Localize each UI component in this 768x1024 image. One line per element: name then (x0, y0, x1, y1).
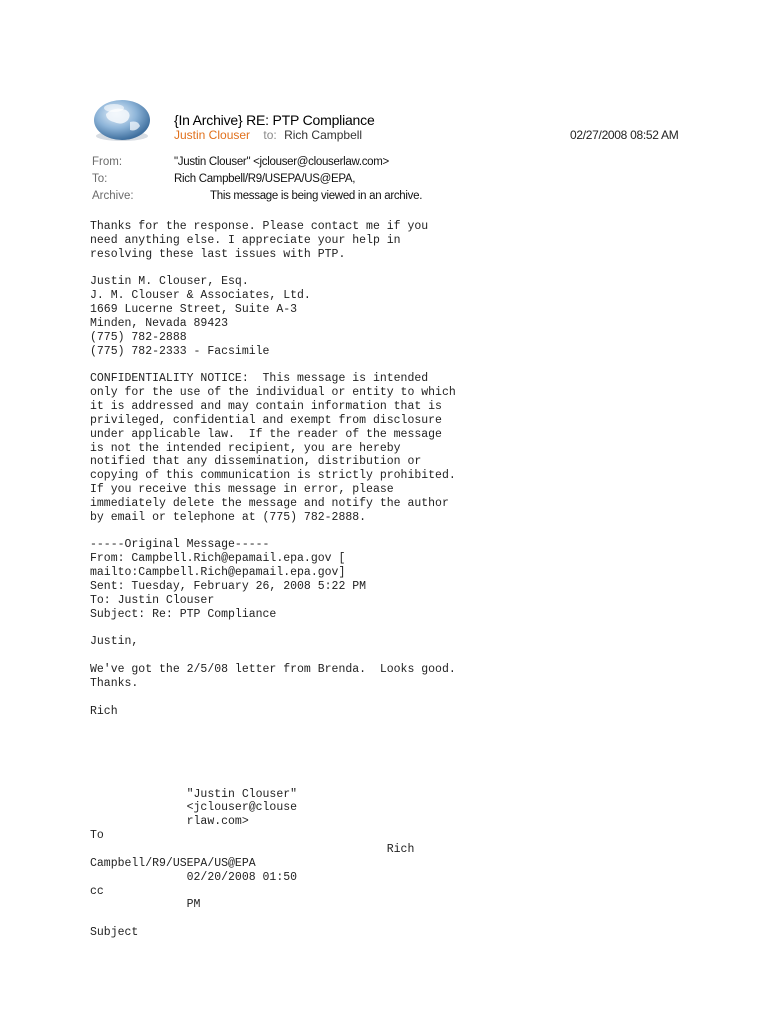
sender-recipient-line (174, 128, 362, 142)
message-body: Thanks for the response. Please contact me if you need anything else. I appreciate your help in resolving these last issues with PTP. Justin M. Clouser, Esq. J. M. Clouser & Associates, Ltd. 1669 Lucerne Street, Suite A-3 Minden, Nevada 89423 (775) 782-2888 (775) 782-2333 - Facsimile CONFIDENTIALITY NOTICE: This message is intended only for the use of the individual or entity to which it is addressed and may contain information that is privileged, confidential and exempt from disclosure under applicable law. If the reader of the message is not the intended recipient, you are hereby notified that any dissemination, distribution or copying of this communication is strictly prohibited. If you receive this message in error, please immediately delete the message and notify the author by email or telephone at (775) 782-2888. -----Original Message----- From: Campbell.Rich@epamail.epa.gov [ mailto:Campbell.Rich@epamail.epa.gov] Sent: Tuesday, February 26, 2008 5:22 PM To: Justin Clouser Subject: Re: PTP Compliance Justin, We've got the 2/5/08 letter from Brenda. Looks good. Thanks. Rich "Justin Clouser" <jclouser@clouse rlaw.com> To Rich Campbell/R9/USEPA/US@EPA 02/20/2008 01:50 cc PM Subject (90, 220, 456, 940)
message-date: 02/27/2008 08:52 AM (570, 128, 679, 142)
to-label: to: (263, 128, 277, 142)
message-subject: {In Archive} RE: PTP Compliance (174, 112, 375, 128)
recipient-name[interactable]: Rich Campbell (284, 128, 363, 142)
from-value: "Justin Clouser" <jclouser@clouserlaw.com> (174, 156, 389, 168)
sender-name-link[interactable]: Justin Clouser (174, 128, 251, 142)
archive-globe-icon (92, 96, 152, 144)
to-value: Rich Campbell/R9/USEPA/US@EPA, (174, 173, 356, 185)
archive-notice: This message is being viewed in an archive. (210, 190, 423, 202)
archive-label: Archive: (92, 190, 134, 202)
to-field-label: To: (92, 173, 108, 185)
from-label: From: (92, 156, 123, 168)
